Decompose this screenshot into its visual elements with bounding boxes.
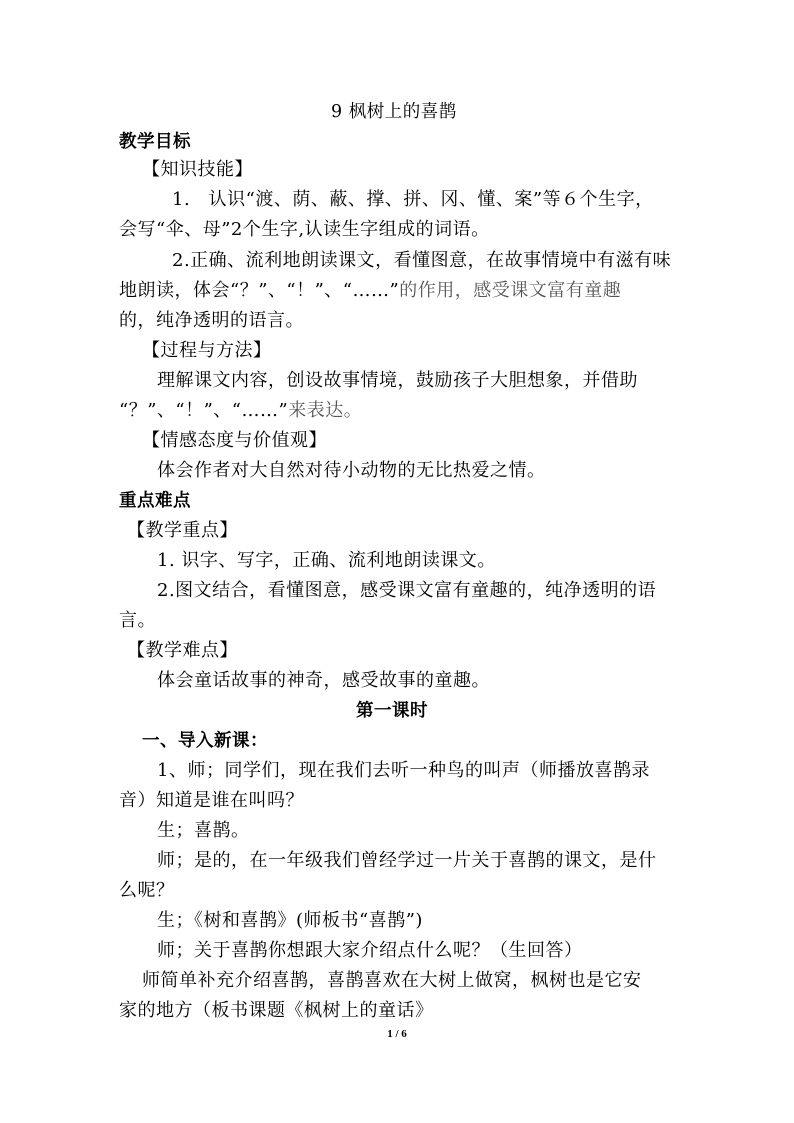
focus-item-2-line-2: 言。	[119, 610, 156, 631]
knowledge-heading: 【知识技能】	[142, 159, 253, 180]
intro-item-3-line-1: 师；是的，在一年级我们曾经学过一片关于喜鹊的课文，是什	[157, 850, 657, 871]
page-number: 1 / 6	[387, 1028, 407, 1040]
intro-heading: 一、导入新课：	[142, 731, 268, 751]
knowledge-item-1-line-2: 会写“伞、母”2个生字,认读生字组成的词语。	[119, 219, 490, 240]
process-heading: 【过程与方法】	[142, 340, 272, 361]
intro-item-2: 生；喜鹊。	[157, 820, 250, 841]
knowledge-item-2-line-2-gray-text: 的作用，感受课文富有童趣	[399, 280, 622, 301]
intro-item-4: 生；《树和喜鹊》(师板书“喜鹊”)	[157, 910, 423, 931]
intro-item-3-line-2: 么呢？	[119, 880, 175, 901]
knowledge-item-1-line-1: 1. 认识“渡、荫、蔽、撑、拼、冈、懂、案”等６个生字，	[172, 189, 654, 210]
knowledge-item-2-line-3: 的，纯净透明的语言。	[119, 310, 304, 331]
section-teaching-goals: 教学目标	[119, 132, 191, 152]
emotion-line-1: 体会作者对大自然对待小动物的无比热爱之情。	[157, 460, 546, 481]
difficulty-item-1: 体会童话故事的神奇，感受故事的童趣。	[157, 670, 490, 691]
focus-item-1: 1. 识字、写字，正确、流利地朗读课文。	[157, 550, 496, 571]
emotion-heading: 【情感态度与价值观】	[142, 430, 327, 451]
process-line-2-gray-text: 来表达。	[288, 400, 363, 421]
knowledge-item-2-line-2-text: 地朗读，体会“？”、“！”、“……”	[119, 280, 400, 301]
knowledge-item-2-line-1: 2.正确、流利地朗读课文，看懂图意，在故事情境中有滋有味	[172, 250, 672, 271]
intro-item-1-line-2: 音）知道是谁在叫吗？	[119, 790, 304, 811]
intro-item-6-line-1: 师简单补充介绍喜鹊，喜鹊喜欢在大树上做窝，枫树也是它安	[142, 970, 642, 991]
focus-item-2-line-1: 2.图文结合，看懂图意，感受课文富有童趣的，纯净透明的语	[157, 580, 657, 601]
focus-heading: 【教学重点】	[127, 520, 238, 541]
intro-item-6-line-2: 家的地方（板书课题《枫树上的童话》	[119, 1000, 434, 1021]
process-line-1: 理解课文内容，创设故事情境，鼓励孩子大胆想象，并借助	[157, 370, 638, 391]
section-key-points: 重点难点	[119, 491, 191, 511]
difficulty-heading: 【教学难点】	[127, 640, 238, 661]
doc-title: 9 枫树上的喜鹊	[331, 102, 457, 122]
knowledge-item-2-line-2	[119, 279, 621, 303]
intro-item-5: 师；关于喜鹊你想跟大家介绍点什么呢？（生回答）	[157, 940, 583, 961]
process-line-2-symbols: “？”、“！”、“……”	[119, 400, 289, 421]
process-line-2	[119, 399, 362, 423]
intro-item-1-line-1: 1、师；同学们，现在我们去听一种鸟的叫声（师播放喜鹊录	[157, 760, 650, 781]
lesson-title: 第一课时	[356, 701, 428, 721]
